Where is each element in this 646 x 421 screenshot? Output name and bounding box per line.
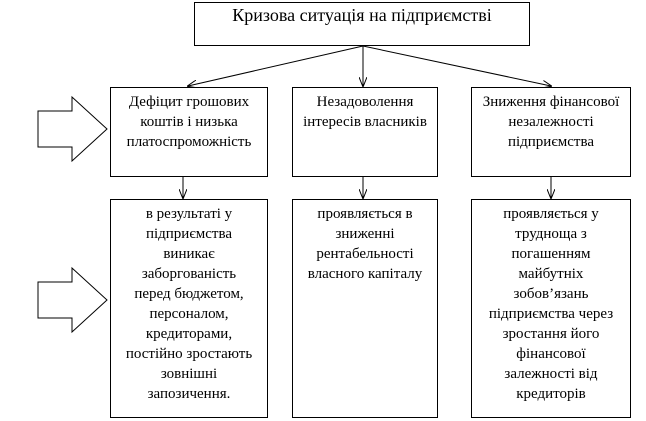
block-arrow-upper — [38, 97, 107, 161]
cause-text-2: Незадоволення інтересів власників — [303, 94, 427, 130]
cause-text-1: Дефіцит грошових коштів і низька платоспроможність — [126, 94, 252, 150]
connector-title-to-cause-3 — [363, 46, 551, 86]
detail-text-2: проявляється в зниженні рентабельності власного капіталу — [307, 206, 423, 282]
connector-title-to-cause-1 — [188, 46, 363, 86]
cause-text-3: Зниження фінансової незалежності підприємства — [482, 94, 620, 150]
block-arrow-lower — [38, 268, 107, 332]
diagram-title: Кризова ситуація на підприємстві — [232, 5, 492, 25]
detail-text-3: проявляється у трудноща з погашенням майбутніх зобов’язань підприємства через зростання його фінансової залежності від кредиторів — [488, 206, 614, 402]
detail-text-1: в результаті у підприємства виникає заборгованість перед бюджетом, персоналом, кредиторами, постійно зростають зовнішні запозичення. — [125, 206, 253, 402]
